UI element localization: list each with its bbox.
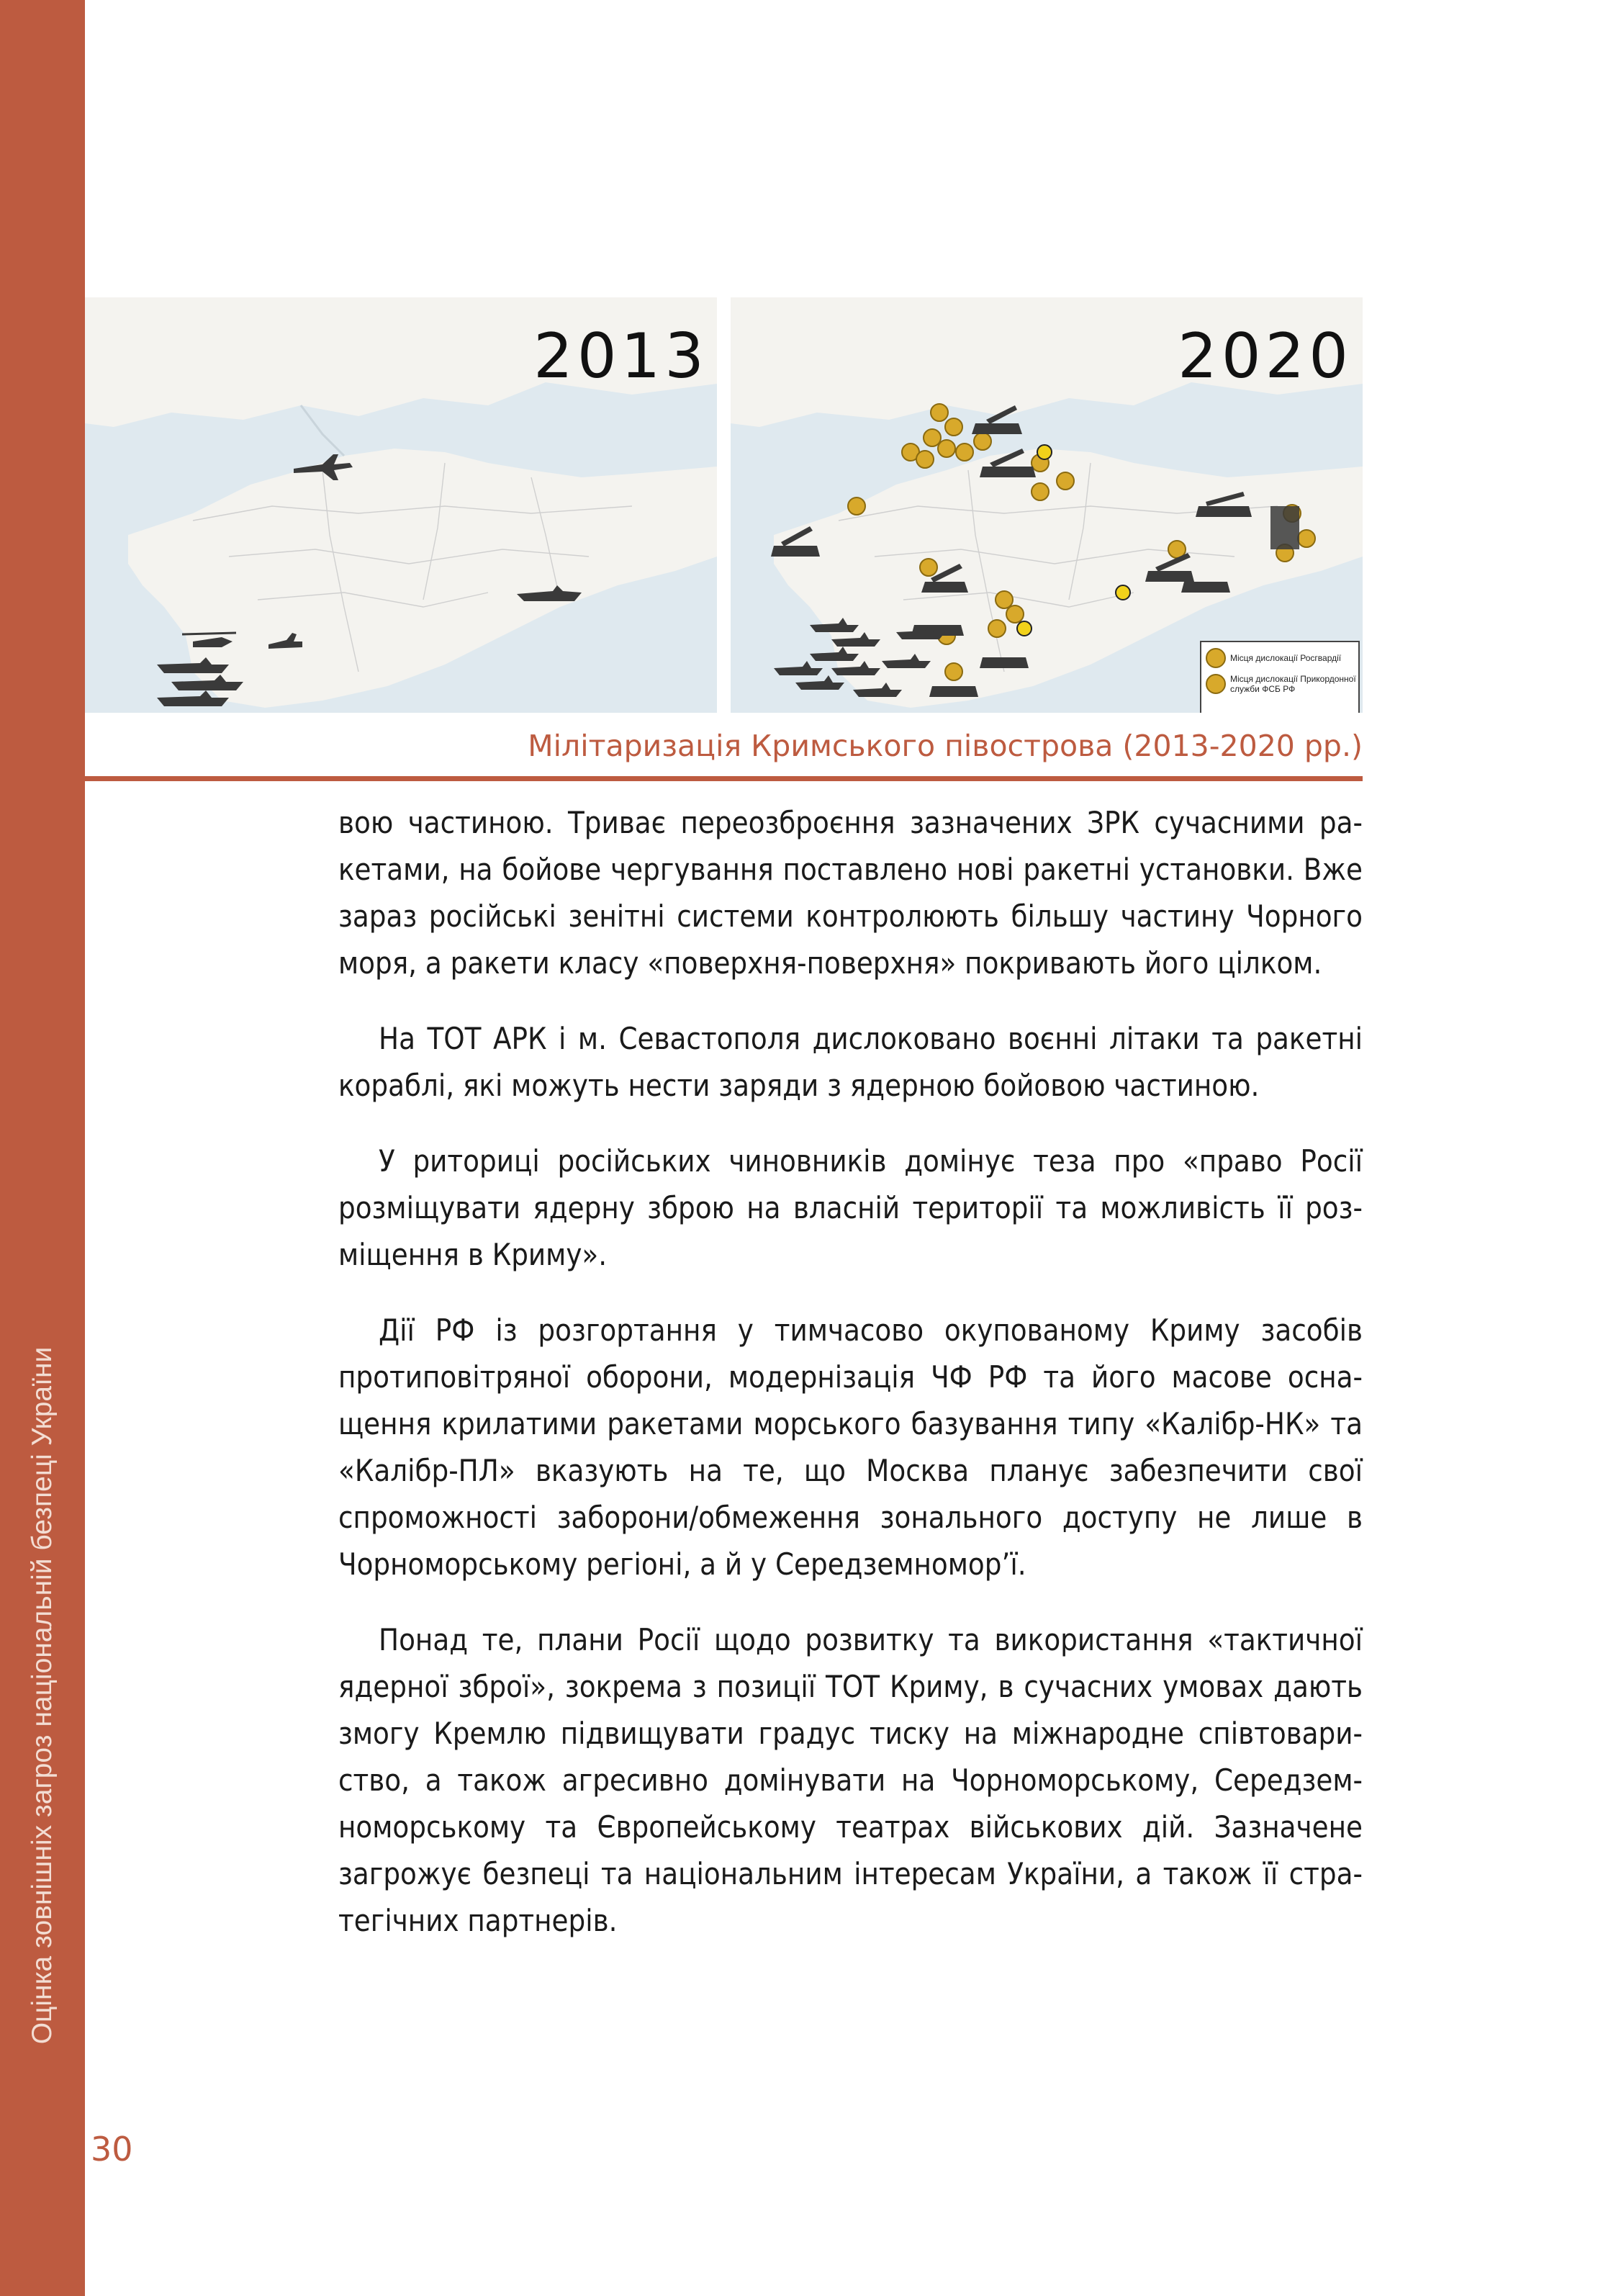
paragraph-2: На ТОТ АРК і м. Севастополя дислоковано воєнні літаки та ракетні кораблі, які можуть нести заряди з ядерною бойовою частиною. [338,1021,1363,1103]
map-legend [1200,641,1360,713]
figure-caption: Мілітаризація Кримського півострова (2013-2020 рр.) [528,729,1363,763]
map-2020 [731,297,1363,713]
fsb-border-insignia-icon [1206,674,1226,694]
year-label-2020: 2020 [1178,320,1353,392]
paragraph-1: вою частиною. Триває переозброєння зазначених ЗРК сучасними ракетами, на бойове чергування поставлено нові ракетні установки. Вже зараз російські зенітні системи контролюють більшу частину Чорного моря, а ракети класу «поверхня-поверхня» покривають його цілком. [338,805,1363,981]
map-2013 [85,297,717,713]
rosgvardia-insignia-icon [1206,648,1226,668]
side-title-wrapper [0,0,85,2296]
side-title: Оцінка зовнішніх загроз національній безпеці України [27,1346,58,2045]
page-number: 30 [91,2130,133,2169]
legend-label-fsb-border: Місця дислокації Прикордонної служби ФСБ РФ [1230,674,1356,694]
paragraph-3: У риториці російських чиновників домінує теза про «право Росії розміщувати ядерну зброю на власній території та можливість її розміщення в Криму». [338,1143,1363,1272]
legend-label-rosgvardia: Місця дислокації Росгвардії [1230,653,1342,663]
caption-rule [85,776,1363,781]
legend-item-rosgvardia [1206,648,1358,668]
legend-item-fsb-border [1206,674,1358,694]
paragraph-5: Понад те, плани Росії щодо розвитку та використання «тактичної ядерної зброї», зокрема з позиції ТОТ Криму, в сучасних умовах дають змогу Кремлю підвищувати градус тиску на міжнародне співтовариство, а також агресивно домінувати на Чорноморському, Середземноморському та Європейському театрах військових дій. Зазначене загрожує безпеці та національним інтересам України, а також її стратегічних партнерів. [338,1622,1363,1938]
year-label-2013: 2013 [533,320,708,392]
paragraph-4: Дії РФ із розгортання у тимчасово окупованому Криму засобів протиповітряної оборони, модернізація ЧФ РФ та його масове оснащення крилатими ракетами морського базування типу «Калібр-НК» та «Калібр-ПЛ» вказують на те, що Москва планує забезпечити свої спроможності заборони/обмеження зонального доступу не лише в Чорноморському регіоні, а й у Середземномор’ї. [338,1313,1363,1582]
body-text [338,799,1363,1973]
